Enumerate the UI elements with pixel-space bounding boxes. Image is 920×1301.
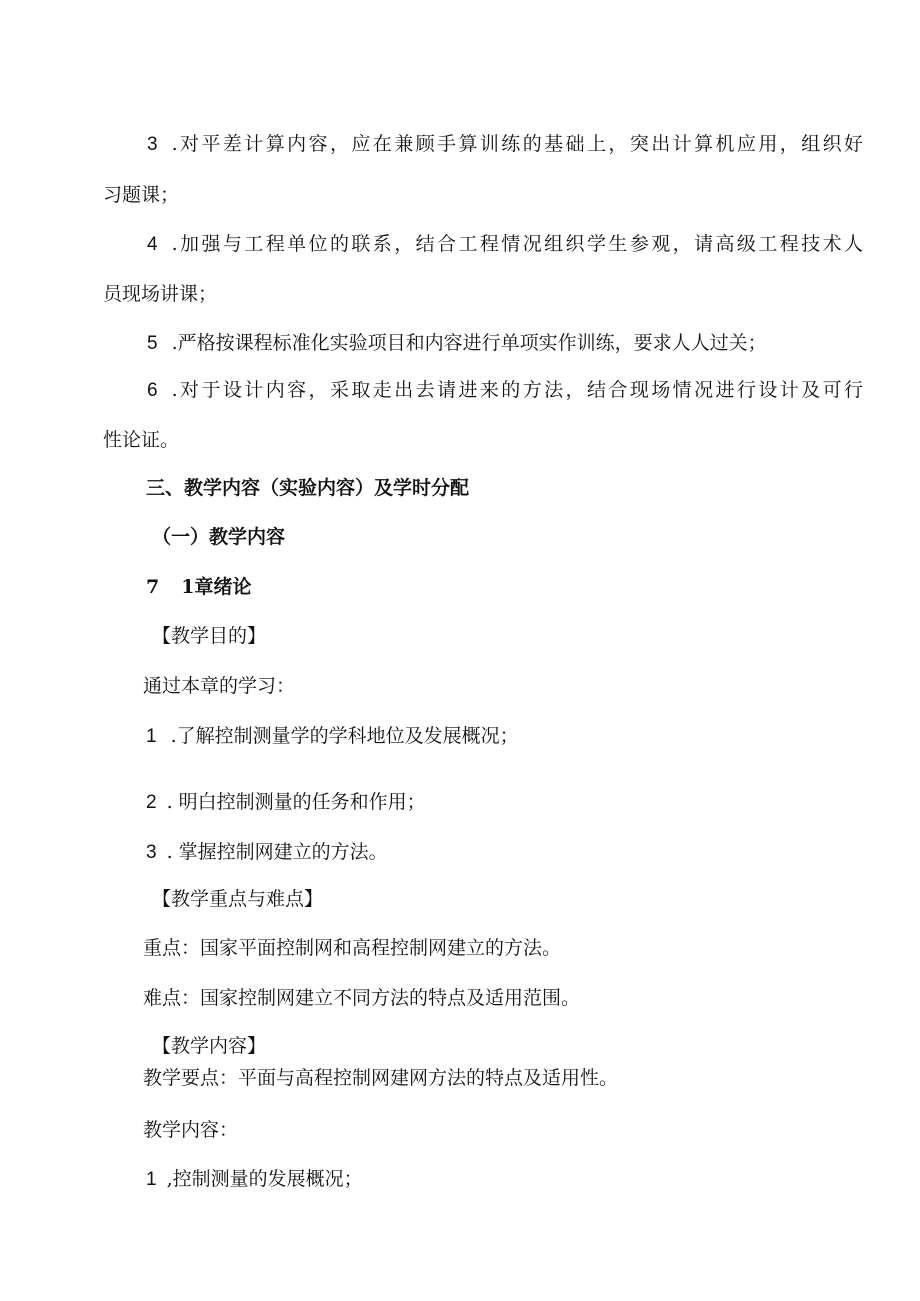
keypoints-heading: 【教学重点与难点】 xyxy=(152,888,324,910)
list-item-text: ,控制测量的发展概况； xyxy=(166,1168,363,1190)
content-heading: 【教学内容】 xyxy=(152,1035,267,1057)
list-item-3-line-2: 习题课； xyxy=(103,184,180,206)
goal-item-1 xyxy=(146,724,519,749)
list-item-3-line-1 xyxy=(147,132,863,157)
list-number: 2 xyxy=(146,792,157,813)
list-item-6-line-1 xyxy=(147,378,863,403)
chapter-title: 1章绪论 xyxy=(181,576,252,598)
list-item-5 xyxy=(147,331,767,356)
goal-intro: 通过本章的学习： xyxy=(143,675,296,697)
list-item-text: .对平差计算内容，应在兼顾手算训练的基础上，突出计算机应用，组织好 xyxy=(171,133,863,155)
list-item-text: . 掌握控制网建立的方法。 xyxy=(166,841,388,863)
list-number: 3 xyxy=(147,134,158,155)
list-item-text: . 明白控制测量的任务和作用； xyxy=(166,791,426,813)
list-item-6-line-2: 性论证。 xyxy=(103,429,180,451)
list-item-4-line-2: 员现场讲课； xyxy=(103,283,218,305)
list-item-text: .严格按课程标准化实验项目和内容进行单项实作训练，要求人人过关； xyxy=(171,332,767,354)
list-number: 5 xyxy=(147,333,158,354)
goal-item-3 xyxy=(146,840,388,865)
chapter-heading xyxy=(146,575,251,599)
difficulty-text: 难点：国家控制网建立不同方法的特点及适用范围。 xyxy=(143,987,581,1009)
list-number: 6 xyxy=(147,380,158,401)
keypoint-text: 重点：国家平面控制网和高程控制网建立的方法。 xyxy=(143,937,562,959)
goal-heading: 【教学目的】 xyxy=(152,625,267,647)
content-item-1 xyxy=(146,1167,363,1192)
list-number: 1 xyxy=(146,1169,157,1190)
subsection-heading: （一）教学内容 xyxy=(152,526,286,548)
list-number: 4 xyxy=(147,234,158,255)
content-essentials: 教学要点：平面与高程控制网建网方法的特点及适用性。 xyxy=(143,1067,619,1089)
list-item-text: .加强与工程单位的联系，结合工程情况组织学生参观，请高级工程技术人 xyxy=(171,233,863,255)
list-number: 3 xyxy=(146,842,157,863)
list-item-text: .对于设计内容，采取走出去请进来的方法，结合现场情况进行设计及可行 xyxy=(171,379,863,401)
content-label: 教学内容： xyxy=(143,1119,239,1141)
goal-item-2 xyxy=(146,790,426,815)
list-item-4-line-1 xyxy=(147,232,863,257)
list-number: 1 xyxy=(146,726,157,747)
list-item-text: .了解控制测量学的学科地位及发展概况； xyxy=(170,725,519,747)
section-heading: 三、教学内容（实验内容）及学时分配 xyxy=(146,477,470,499)
chapter-number: 7 xyxy=(146,576,160,598)
